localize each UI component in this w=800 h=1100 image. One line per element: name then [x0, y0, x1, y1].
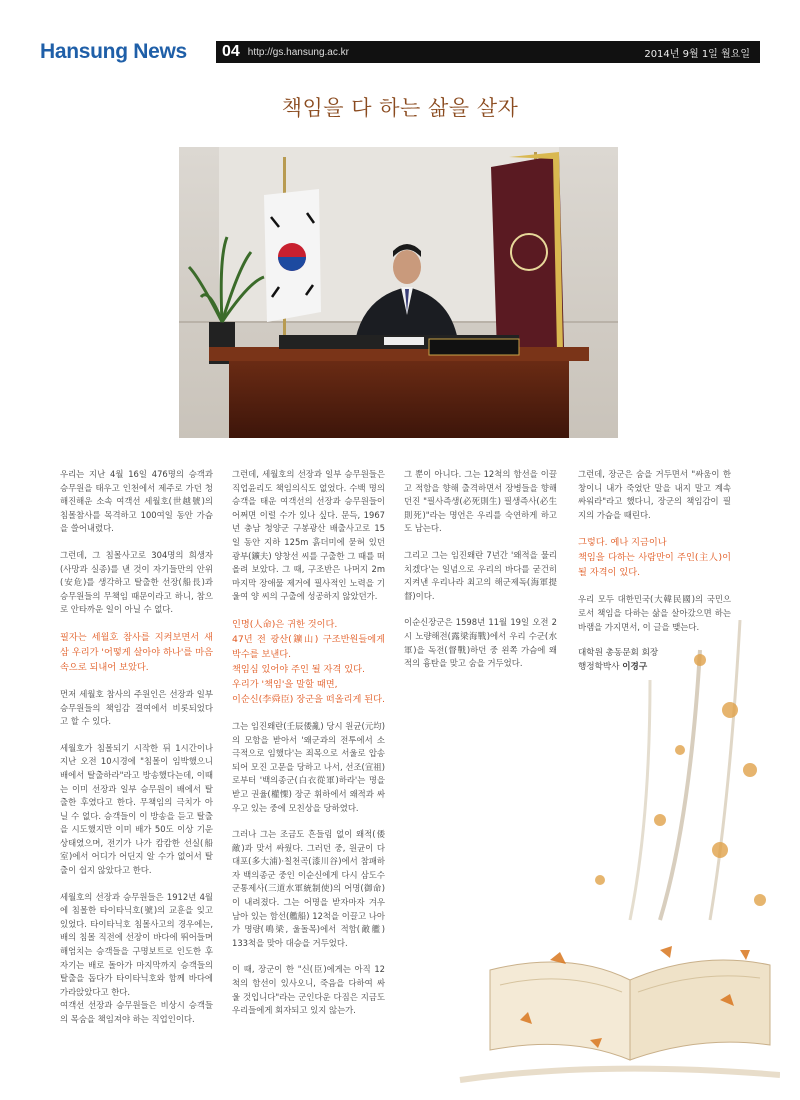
article-paragraph: 그러나 그는 조금도 흔들림 없이 왜적(倭敵)과 맞서 싸웠다. 그러던 중, 원균이 다대포(多大浦)·칠천곡(漆川谷)에서 참패하자 백의종군 중인 이순신에게 다시 삼도수군통제사(三道水軍統制使)의 어명(御命)이 내려졌다. 그는 어명을 받자마자 겨우 남아 있는 함선(艦船) 12척을 이끌고 나아가 명량(鳴梁, 울돌목)에서 적함(敵艦) 133척을 맞아 대승을 거두었다. — [232, 829, 385, 948]
column-4 — [578, 468, 731, 674]
article-paragraph: 그리고 그는 임진왜란 7년간 '왜적을 물리치겠다'는 일념으로 우리의 바다를 굳건히 지켜낸 우리나라 최고의 해군제독(海軍提督)이다. — [404, 549, 557, 601]
leaves-decoration — [595, 654, 766, 906]
article-paragraph: 이순신장군은 1598년 11월 19일 오전 2시 노량해전(露梁海戰)에서 우리 수군(水軍)을 독전(督戰)하던 중 왼쪽 가슴에 왜적의 흉탄을 맞고 숨을 거두었다. — [404, 617, 557, 669]
masthead — [40, 38, 760, 66]
brand-title[interactable]: Hansung News — [40, 40, 187, 63]
article-paragraph: 먼저 세월호 참사의 주원인은 선장과 일부 승무원들의 책임감 결여에서 비롯되었다고 할 수 있다. — [60, 688, 213, 727]
column-3 — [404, 468, 557, 684]
pull-quote: 그렇다. 예나 지금이나 책임을 다하는 사람만이 주인(主人)이 될 자격이 있다. — [578, 537, 731, 579]
pull-quote: 인명(人命)은 귀한 것이다. 47년 전 광산(鑛山) 구조반원들에게 박수를 보낸다. 책임심 있어야 주인 될 자격 있다. 우리가 '책임'을 말할 때면, 이순신(李舜臣) 장군을 떠올리게 된다. — [232, 618, 385, 705]
page-number: 04 — [222, 43, 240, 60]
issue-date: 2014년 9월 1일 월요일 — [644, 48, 750, 60]
author-name: 이경구 — [622, 661, 648, 672]
site-url[interactable]: http://gs.hansung.ac.kr — [247, 46, 349, 58]
article-paragraph: 그런데, 그 침몰사고로 304명의 희생자(사망과 실종)를 낸 것이 자기들만의 안위(安危)를 생각하고 탈출한 선장(船長)과 승무원들의 무책임 때문이라고 하니, 참으로 안타까운 일이 아닐 수 없다. — [60, 549, 213, 615]
article-photo — [179, 147, 618, 438]
article-paragraph: 세월호의 선장과 승무원들은 1912년 4월에 침몰한 타이타닉호(號)의 교훈을 잊고 있었다. 타이타닉호 침몰사고의 경우에는, 배의 침몰 직전에 선장이 바다에 뛰어들며 해엄치는 승객들을 구명보트로 인도한 후 자기는 배로 돌아가 마지막까지 승객들의 탈출을 돕다가 타이타닉호와 함께 바다에 가라앉았다고 한다. 여객선 선장과 승무원들은 비상시 승객들의 목숨을 책임져야 하는 직업인이다. — [60, 891, 213, 1024]
article-paragraph: 그런데, 세월호의 선장과 일부 승무원들은 직업윤리도 책임의식도 없었다. 수백 명의 승객을 태운 여객선의 선장과 승무원들이 어쩌면 이럴 수가 있나 싶다. 문득, 1967년 충남 청양군 구봉광산 배출사고로 15일 동안 지하 125m 흙더미에 묻혀 있던 광부(鑛夫) 양창선 씨를 구출한 그 때를 떠올려 보았다. 그 때, 구조반은 나머지 2m 마지막 장애물 제거에 필사적인 노력을 기울여 양 씨의 구출에 성공하지 않았던가. — [232, 469, 385, 602]
author-title: 대학원 총동문회 회장 — [578, 648, 659, 659]
open-book — [490, 960, 770, 1060]
column-1 — [60, 468, 213, 1040]
article-title: 책임을 다 하는 삶을 살자 — [281, 96, 519, 120]
header-bar — [216, 41, 760, 63]
office-photo — [179, 147, 618, 438]
author-signature — [578, 647, 731, 674]
autumn-book-illustration — [400, 620, 780, 1090]
article-paragraph: 우리는 지난 4월 16일 476명의 승객과 승무원을 태우고 인천에서 제주로 가던 청해진해운 소속 여객선 세월호(世越號)의 침몰참사를 목격하고 100여일 동안 가슴을 쓸어내렸다. — [60, 469, 213, 534]
author-degree: 행정학박사 — [578, 661, 623, 672]
fallen-leaves — [520, 946, 750, 1048]
article-paragraph: 이 때, 장군이 한 "신(臣)에게는 아직 12척의 함선이 있사오니, 죽음을 다하여 싸울 것입니다"라는 군인다운 다짐은 지금도 우리들에게 회자되고 있지 않는가. — [232, 964, 385, 1016]
article-paragraph: 그런데, 장군은 숨을 거두면서 "싸움이 한창이니 내가 죽었단 말을 내지 말고 계속 싸워라"라고 했다니, 장군의 책임감이 필지의 가슴을 때린다. — [578, 469, 731, 520]
article-paragraph: 그는 임진왜란(壬辰倭亂) 당시 원균(元均)의 모함을 받아서 '왜군과의 전투에서 소극적으로 임했다'는 죄목으로 서울로 압송되어 모진 고문을 당하고 나서, 선조(宣祖)로부터 '백의종군(白衣從軍)하라'는 명을 받고 권율(權慄) 장군 휘하에서 왜적과 싸우고 있는 중에 모친상을 당하였다. — [232, 720, 385, 813]
article-paragraph: 그 뿐이 아니다. 그는 12척의 함선을 이끌고 적함을 향해 출격하면서 장병들을 향해 던진 "필사즉생(必死則生) 필생즉사(必生則死)"라는 명언은 우리를 숙연하게 하고도 남는다. — [404, 469, 557, 534]
column-2 — [232, 468, 385, 1031]
pull-quote: 필자는 세월호 참사를 지켜보면서 새삼 우리가 '어떻게 살아야 하나'를 마음속으로 되내어 보았다. — [60, 631, 213, 673]
article-paragraph: 우리 모두 대한민국(大韓民國)의 국민으로서 책임을 다하는 삶을 살아갔으면 하는 바램을 가지면서, 이 글을 맺는다. — [578, 594, 731, 632]
article-paragraph: 세월호가 침몰되기 시작한 뒤 1시간이나 지난 오전 10시경에 "침몰이 임박했으니 배에서 탈출하라"라고 방송했다는데, 이때는 이미 선장과 일부 승무원이 배에서 탈출한 후였다고 한다. 무책임의 극치가 아닐 수 없다. 승객들이 이 방송을 듣고 탈출을 시도했지만 이미 배가 50도 이상 기운 상태였으며, 전기가 나가 캄캄한 선실(船室)에서 어디가 어딘지 알 수가 없어서 탈출이 쉽지 않았다고 한다. — [60, 742, 213, 876]
